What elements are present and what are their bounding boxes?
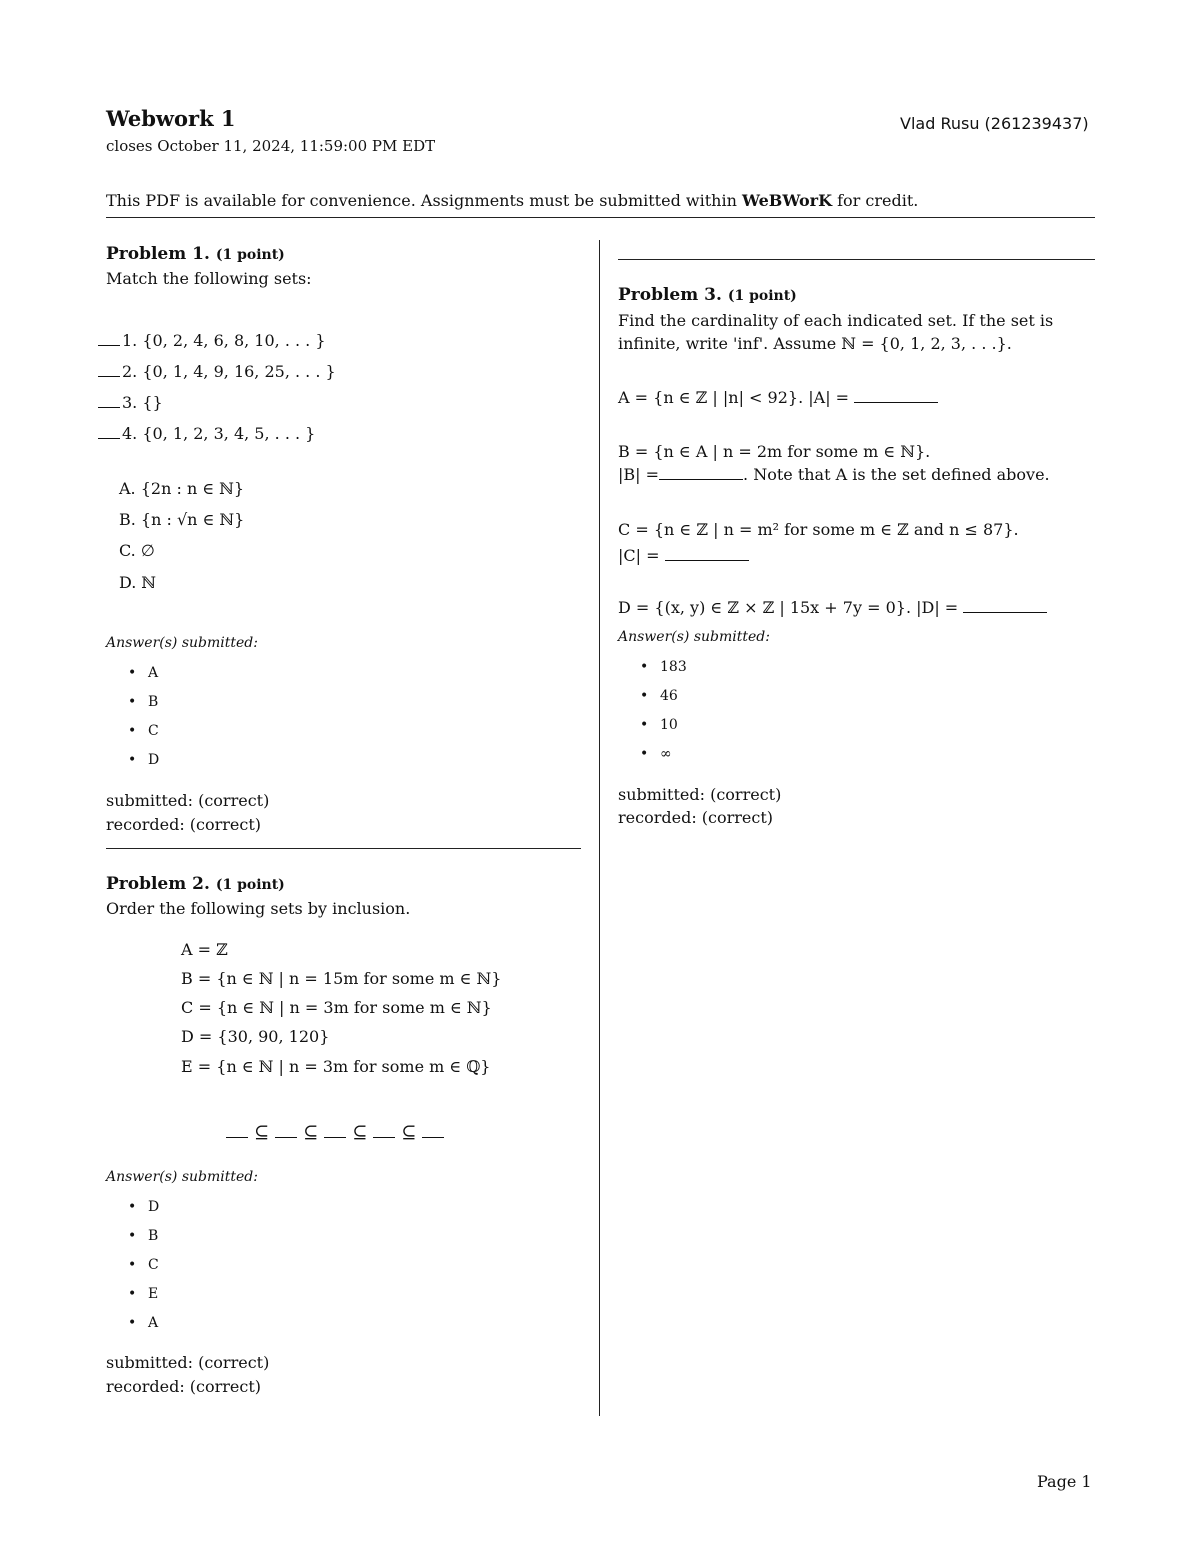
problem3-recorded: recorded: (correct): [618, 808, 774, 827]
problem2-answers-label: Answer(s) submitted:: [106, 1169, 258, 1185]
column-divider: [599, 240, 600, 1416]
list-item: • A: [126, 1309, 159, 1338]
problem2-answers-list: [126, 1193, 159, 1338]
problem1-option-c: C. ∅: [119, 541, 155, 560]
problem1-item-text: 3. {}: [122, 393, 163, 412]
answer-blank[interactable]: [98, 393, 120, 408]
problem1-item-text: 2. {0, 1, 4, 9, 16, 25, . . . }: [122, 362, 336, 381]
problem3-question-d: [618, 598, 1047, 617]
problem3-answers-list: [638, 653, 687, 769]
problem3-question-b-line2: [618, 465, 1050, 484]
answer-field-d[interactable]: [963, 598, 1047, 613]
answer-field-a[interactable]: [854, 388, 938, 403]
notice-brand: WeBWorK: [741, 191, 832, 210]
problem3-label: Problem 3.: [618, 285, 722, 305]
problem2-label: Problem 2.: [106, 874, 210, 894]
list-item: • 46: [638, 682, 687, 711]
problem2-title: [106, 874, 285, 894]
subset-symbol: ⊆: [401, 1122, 417, 1143]
problem1-recorded: recorded: (correct): [106, 815, 262, 834]
subset-ordering: [220, 1122, 450, 1143]
problem1-submitted: submitted: (correct): [106, 791, 270, 810]
problem3-prompt-line1: Find the cardinality of each indicated set. If the set is: [618, 311, 1054, 330]
list-item: • D: [126, 1193, 159, 1222]
problem1-option-b: B. {n : √n ∈ ℕ}: [119, 510, 245, 529]
notice-text: [106, 191, 918, 210]
list-item: • ∞: [638, 740, 687, 769]
problem3-question-c-line2: [618, 546, 749, 565]
problem3-question-c-line1: C = {n ∈ ℤ | n = m² for some m ∈ ℤ and n ≤ 87}.: [618, 520, 1019, 539]
problem1-divider: [106, 848, 581, 849]
problem3-title: [618, 285, 797, 305]
question-c-prefix: |C| =: [618, 546, 660, 565]
problem2-recorded: recorded: (correct): [106, 1377, 262, 1396]
answer-blank[interactable]: [98, 424, 120, 439]
question-d-text: D = {(x, y) ∈ ℤ × ℤ | 15x + 7y = 0}. |D| =: [618, 598, 959, 617]
problem2-set-b: B = {n ∈ ℕ | n = 15m for some m ∈ ℕ}: [181, 969, 502, 988]
answer-blank[interactable]: [422, 1123, 444, 1138]
closing-date: closes October 11, 2024, 11:59:00 PM EDT: [106, 137, 436, 155]
list-item: • C: [126, 1251, 159, 1280]
document-title: Webwork 1: [106, 106, 236, 131]
problem2-points: (1 point): [215, 877, 285, 893]
problem1-item-2[interactable]: [98, 362, 336, 381]
list-item: • D: [126, 746, 159, 775]
answer-blank[interactable]: [226, 1123, 248, 1138]
problem1-prompt: Match the following sets:: [106, 269, 312, 288]
answer-blank[interactable]: [275, 1123, 297, 1138]
problem3-question-b-line1: B = {n ∈ A | n = 2m for some m ∈ ℕ}.: [618, 442, 931, 461]
problem1-title: [106, 244, 285, 264]
answer-blank[interactable]: [324, 1123, 346, 1138]
problem3-points: (1 point): [727, 288, 797, 304]
problem1-item-text: 1. {0, 2, 4, 6, 8, 10, . . . }: [122, 331, 326, 350]
problem1-option-a: A. {2n : n ∈ ℕ}: [119, 479, 245, 498]
list-item: • B: [126, 688, 159, 717]
problem1-answers-label: Answer(s) submitted:: [106, 635, 258, 651]
problem3-question-a: [618, 388, 938, 407]
header-divider: [106, 217, 1095, 218]
question-b-note: . Note that A is the set defined above.: [743, 465, 1050, 484]
problem2-set-a: A = ℤ: [181, 940, 228, 959]
problem1-answers-list: [126, 659, 159, 775]
problem2-submitted: submitted: (correct): [106, 1353, 270, 1372]
subset-symbol: ⊆: [254, 1122, 270, 1143]
answer-blank[interactable]: [98, 331, 120, 346]
answer-blank[interactable]: [373, 1123, 395, 1138]
page-number: Page 1: [1037, 1472, 1092, 1491]
notice-suffix: for credit.: [832, 191, 919, 210]
list-item: • B: [126, 1222, 159, 1251]
problem1-option-d: D. ℕ: [119, 573, 157, 592]
problem3-submitted: submitted: (correct): [618, 785, 782, 804]
question-a-text: A = {n ∈ ℤ | |n| < 92}. |A| =: [618, 388, 850, 407]
answer-blank[interactable]: [98, 362, 120, 377]
answer-field-c[interactable]: [665, 546, 749, 561]
problem2-prompt: Order the following sets by inclusion.: [106, 899, 411, 918]
question-b-prefix: |B| =: [618, 465, 660, 484]
problem3-prompt-line2: infinite, write 'inf'. Assume ℕ = {0, 1, 2, 3, . . .}.: [618, 334, 1012, 353]
problem3-top-divider: [618, 259, 1095, 260]
list-item: • A: [126, 659, 159, 688]
problem2-set-c: C = {n ∈ ℕ | n = 3m for some m ∈ ℕ}: [181, 998, 492, 1017]
student-name: Vlad Rusu (261239437): [900, 114, 1089, 133]
subset-symbol: ⊆: [303, 1122, 319, 1143]
list-item: • E: [126, 1280, 159, 1309]
subset-symbol: ⊆: [352, 1122, 368, 1143]
list-item: • 10: [638, 711, 687, 740]
problem1-label: Problem 1.: [106, 244, 210, 264]
problem1-item-4[interactable]: [98, 424, 315, 443]
problem1-item-3[interactable]: [98, 393, 163, 412]
problem2-set-e: E = {n ∈ ℕ | n = 3m for some m ∈ ℚ}: [181, 1057, 491, 1076]
answer-field-b[interactable]: [659, 465, 743, 480]
problem3-answers-label: Answer(s) submitted:: [618, 629, 770, 645]
problem1-points: (1 point): [215, 247, 285, 263]
notice-prefix: This PDF is available for convenience. Assignments must be submitted within: [106, 191, 742, 210]
list-item: • C: [126, 717, 159, 746]
problem2-set-d: D = {30, 90, 120}: [181, 1027, 330, 1046]
problem1-item-1[interactable]: [98, 331, 326, 350]
problem1-item-text: 4. {0, 1, 2, 3, 4, 5, . . . }: [122, 424, 316, 443]
list-item: • 183: [638, 653, 687, 682]
